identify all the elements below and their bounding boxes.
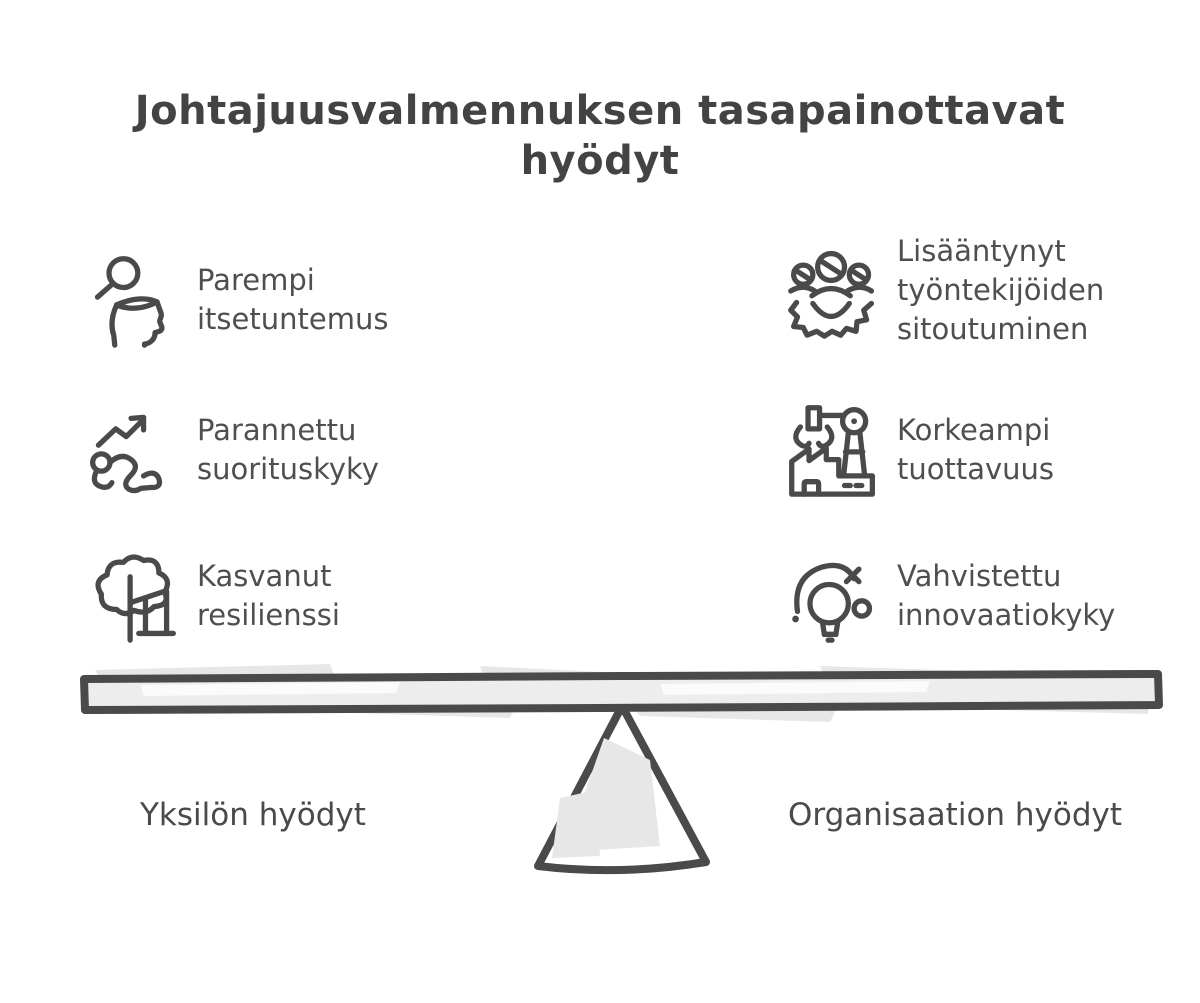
benefit-item-resilience: [85, 548, 477, 644]
situp-arrow-icon: [85, 402, 181, 498]
benefit-label: Vahvistettu innovaatiokyky: [897, 558, 1116, 632]
benefit-label: Korkeampi tuottavuus: [897, 412, 1055, 486]
seesaw-balance-graphic: [0, 648, 1200, 888]
benefit-label: Parannettu suorituskyky: [197, 412, 379, 486]
benefit-item-self-knowledge: [85, 252, 477, 348]
team-gear-icon: [785, 243, 881, 339]
right-side-label: Organisaation hyödyt: [788, 797, 1123, 833]
factory-robot-icon: [785, 402, 881, 498]
page-title: Johtajuusvalmennuksen tasapainottavat hyödyt: [134, 88, 1066, 184]
benefit-item-productivity: [785, 402, 1177, 498]
benefit-item-performance: [85, 402, 477, 498]
left-side-label: Yksilön hyödyt: [140, 797, 366, 833]
bulb-orbit-icon: [785, 548, 881, 644]
tree-swing-icon: [85, 548, 181, 644]
head-magnifier-icon: [85, 252, 181, 348]
benefit-item-innovation: [785, 548, 1177, 644]
benefit-label: Kasvanut resilienssi: [197, 558, 340, 632]
benefit-item-engagement: [785, 232, 1177, 349]
benefit-label: Parempi itsetuntemus: [197, 262, 389, 336]
benefit-label: Lisääntynyt työntekijöiden sitoutuminen: [897, 234, 1105, 347]
